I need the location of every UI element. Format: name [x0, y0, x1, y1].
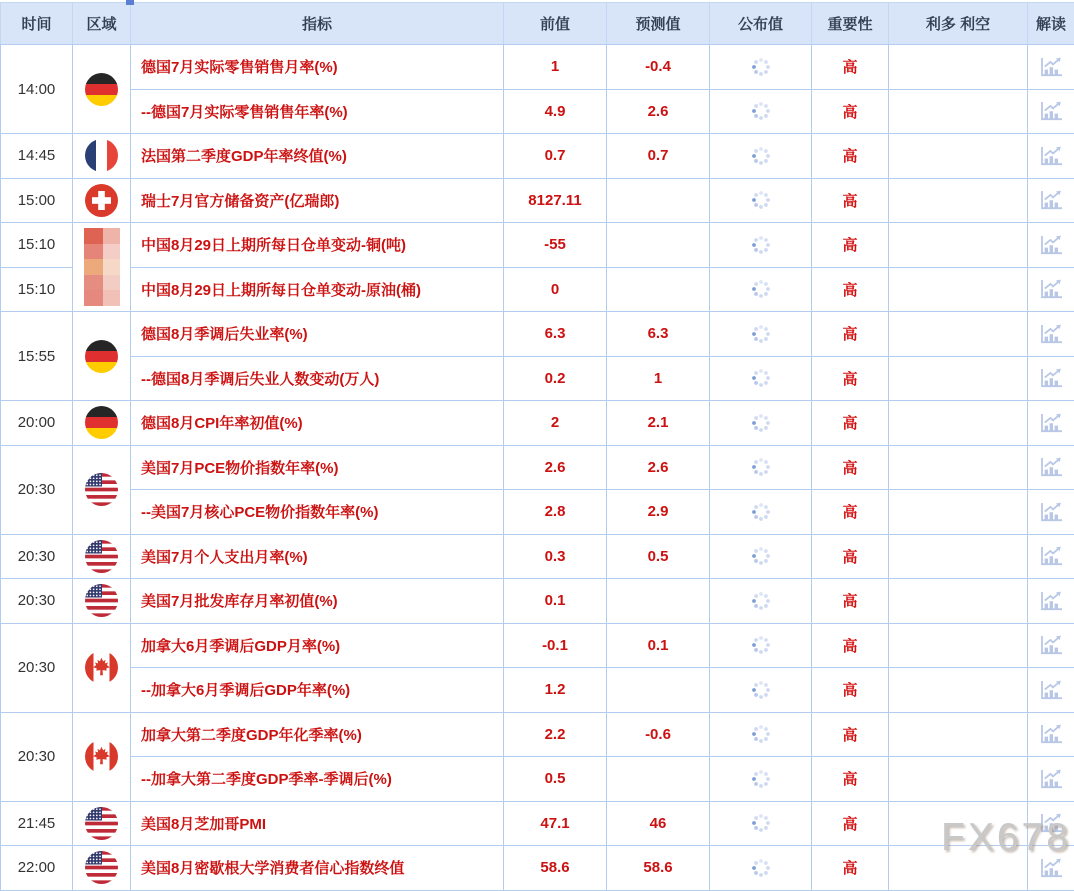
indicator-link[interactable]: 美国7月PCE物价指数年率(%) — [131, 445, 504, 490]
table-row — [1, 623, 1074, 668]
importance-badge: 高 — [812, 401, 889, 446]
region-flag-cell — [73, 223, 131, 312]
ch-flag-icon — [85, 184, 118, 217]
forecast-value: 58.6 — [607, 846, 710, 891]
indicator-link[interactable]: 美国8月密歇根大学消费者信心指数终值 — [131, 846, 504, 891]
indicator-link[interactable]: 美国7月批发库存月率初值(%) — [131, 579, 504, 624]
time-cell: 15:00 — [1, 178, 73, 223]
previous-value: 0.3 — [504, 534, 607, 579]
actual-value-cell — [710, 178, 812, 223]
table-row — [1, 846, 1074, 891]
spinner-icon — [751, 413, 771, 433]
indicator-link[interactable]: --德国8月季调后失业人数变动(万人) — [131, 356, 504, 401]
forecast-value: 46 — [607, 801, 710, 846]
chart-icon — [1038, 500, 1065, 524]
table-row — [1, 223, 1074, 268]
economic-calendar — [0, 2, 1074, 891]
indicator-link[interactable]: 德国8月CPI年率初值(%) — [131, 401, 504, 446]
indicator-link[interactable]: --美国7月核心PCE物价指数年率(%) — [131, 490, 504, 535]
actual-value-cell — [710, 579, 812, 624]
indicator-link[interactable]: 中国8月29日上期所每日仓单变动-原油(桶) — [131, 267, 504, 312]
col-header-importance: 重要性 — [812, 3, 889, 45]
chart-icon — [1038, 188, 1065, 212]
actual-value-cell — [710, 712, 812, 757]
importance-badge: 高 — [812, 356, 889, 401]
interpretation-button[interactable] — [1028, 223, 1074, 268]
previous-value: 1 — [504, 45, 607, 90]
indicator-link[interactable]: --加拿大第二季度GDP季率-季调后(%) — [131, 757, 504, 802]
bias-cell — [889, 134, 1028, 179]
time-cell: 20:30 — [1, 623, 73, 712]
region-flag-cell — [73, 134, 131, 179]
us-flag-icon — [85, 473, 118, 506]
bias-cell — [889, 490, 1028, 535]
previous-value: -55 — [504, 223, 607, 268]
spinner-icon — [751, 457, 771, 477]
indicator-link[interactable]: --德国7月实际零售销售年率(%) — [131, 89, 504, 134]
interpretation-button[interactable] — [1028, 312, 1074, 357]
forecast-value — [607, 178, 710, 223]
chart-icon — [1038, 544, 1065, 568]
region-flag-cell — [73, 579, 131, 624]
chart-icon — [1038, 366, 1065, 390]
bias-cell — [889, 668, 1028, 713]
chart-icon — [1038, 767, 1065, 791]
chart-icon — [1038, 722, 1065, 746]
indicator-link[interactable]: 德国7月实际零售销售月率(%) — [131, 45, 504, 90]
interpretation-button[interactable] — [1028, 623, 1074, 668]
indicator-link[interactable]: 美国7月个人支出月率(%) — [131, 534, 504, 579]
time-cell: 15:10 — [1, 267, 73, 312]
table-row — [1, 89, 1074, 134]
importance-badge: 高 — [812, 45, 889, 90]
time-cell: 15:10 — [1, 223, 73, 268]
chart-icon — [1038, 144, 1065, 168]
previous-value: 0.2 — [504, 356, 607, 401]
bias-cell — [889, 267, 1028, 312]
importance-badge: 高 — [812, 623, 889, 668]
indicator-link[interactable]: 加拿大第二季度GDP年化季率(%) — [131, 712, 504, 757]
region-flag-cell — [73, 312, 131, 401]
chart-icon — [1038, 455, 1065, 479]
actual-value-cell — [710, 445, 812, 490]
importance-badge: 高 — [812, 534, 889, 579]
chart-icon — [1038, 633, 1065, 657]
bias-cell — [889, 401, 1028, 446]
bias-cell — [889, 312, 1028, 357]
previous-value: 2.8 — [504, 490, 607, 535]
time-cell: 21:45 — [1, 801, 73, 846]
ca-flag-icon — [85, 651, 118, 684]
fr-flag-icon — [85, 139, 118, 172]
spinner-icon — [751, 235, 771, 255]
time-cell: 14:00 — [1, 45, 73, 134]
importance-badge: 高 — [812, 89, 889, 134]
table-row — [1, 267, 1074, 312]
actual-value-cell — [710, 801, 812, 846]
spinner-icon — [751, 190, 771, 210]
time-cell: 20:30 — [1, 534, 73, 579]
importance-badge: 高 — [812, 757, 889, 802]
fx678-watermark: FX678 — [941, 816, 1071, 860]
importance-badge: 高 — [812, 134, 889, 179]
previous-value: 2 — [504, 401, 607, 446]
chart-icon — [1038, 411, 1065, 435]
forecast-value: -0.4 — [607, 45, 710, 90]
col-header-actual: 公布值 — [710, 3, 812, 45]
column-divider-artifact — [126, 0, 134, 5]
region-flag-cell — [73, 178, 131, 223]
forecast-value: 6.3 — [607, 312, 710, 357]
col-header-forecast: 预测值 — [607, 3, 710, 45]
time-cell: 20:30 — [1, 712, 73, 801]
previous-value: 8127.11 — [504, 178, 607, 223]
actual-value-cell — [710, 534, 812, 579]
economic-calendar-table — [0, 2, 1074, 891]
importance-badge: 高 — [812, 712, 889, 757]
time-cell: 14:45 — [1, 134, 73, 179]
previous-value: 4.9 — [504, 89, 607, 134]
table-row — [1, 401, 1074, 446]
actual-value-cell — [710, 846, 812, 891]
time-cell: 20:30 — [1, 445, 73, 534]
region-flag-cell — [73, 401, 131, 446]
indicator-link[interactable]: 美国8月芝加哥PMI — [131, 801, 504, 846]
forecast-value: 2.6 — [607, 445, 710, 490]
table-row — [1, 490, 1074, 535]
actual-value-cell — [710, 312, 812, 357]
col-header-region: 区域 — [73, 3, 131, 45]
table-header — [1, 3, 1074, 45]
table-row — [1, 134, 1074, 179]
bias-cell — [889, 757, 1028, 802]
bias-cell — [889, 356, 1028, 401]
ca-flag-icon — [85, 740, 118, 773]
actual-value-cell — [710, 134, 812, 179]
us-flag-icon — [85, 807, 118, 840]
spinner-icon — [751, 635, 771, 655]
forecast-value: 0.5 — [607, 534, 710, 579]
interpretation-button[interactable] — [1028, 89, 1074, 134]
bias-cell — [889, 445, 1028, 490]
spinner-icon — [751, 546, 771, 566]
table-row — [1, 801, 1074, 846]
spinner-icon — [751, 101, 771, 121]
actual-value-cell — [710, 401, 812, 446]
chart-icon — [1038, 589, 1065, 613]
forecast-value — [607, 579, 710, 624]
bias-cell — [889, 223, 1028, 268]
forecast-value: 0.7 — [607, 134, 710, 179]
col-header-time: 时间 — [1, 3, 73, 45]
table-row — [1, 534, 1074, 579]
previous-value: -0.1 — [504, 623, 607, 668]
table-row — [1, 445, 1074, 490]
spinner-icon — [751, 724, 771, 744]
previous-value: 0.1 — [504, 579, 607, 624]
region-flag-cell — [73, 801, 131, 846]
interpretation-button[interactable] — [1028, 757, 1074, 802]
chart-icon — [1038, 322, 1065, 346]
importance-badge: 高 — [812, 668, 889, 713]
previous-value: 0.5 — [504, 757, 607, 802]
previous-value: 1.2 — [504, 668, 607, 713]
spinner-icon — [751, 57, 771, 77]
interpretation-button[interactable] — [1028, 45, 1074, 90]
region-flag-cell — [73, 445, 131, 534]
table-row — [1, 45, 1074, 90]
time-cell: 20:30 — [1, 579, 73, 624]
table-row — [1, 312, 1074, 357]
de-flag-icon — [85, 340, 118, 373]
actual-value-cell — [710, 89, 812, 134]
indicator-link[interactable]: 瑞士7月官方储备资产(亿瑞郎) — [131, 178, 504, 223]
region-flag-cell — [73, 45, 131, 134]
importance-badge: 高 — [812, 267, 889, 312]
col-header-indicator: 指标 — [131, 3, 504, 45]
actual-value-cell — [710, 623, 812, 668]
indicator-link[interactable]: 法国第二季度GDP年率终值(%) — [131, 134, 504, 179]
forecast-value: -0.6 — [607, 712, 710, 757]
col-header-interpretation: 解读 — [1028, 3, 1074, 45]
previous-value: 47.1 — [504, 801, 607, 846]
region-flag-cell — [73, 846, 131, 891]
previous-value: 58.6 — [504, 846, 607, 891]
time-cell: 20:00 — [1, 401, 73, 446]
importance-badge: 高 — [812, 579, 889, 624]
actual-value-cell — [710, 668, 812, 713]
interpretation-button[interactable] — [1028, 668, 1074, 713]
actual-value-cell — [710, 223, 812, 268]
spinner-icon — [751, 769, 771, 789]
interpretation-button[interactable] — [1028, 579, 1074, 624]
indicator-link[interactable]: 加拿大6月季调后GDP月率(%) — [131, 623, 504, 668]
bias-cell — [889, 534, 1028, 579]
de-flag-icon — [85, 406, 118, 439]
forecast-value: 1 — [607, 356, 710, 401]
indicator-link[interactable]: 德国8月季调后失业率(%) — [131, 312, 504, 357]
importance-badge: 高 — [812, 445, 889, 490]
chart-icon — [1038, 678, 1065, 702]
forecast-value: 0.1 — [607, 623, 710, 668]
de-flag-icon — [85, 73, 118, 106]
spinner-icon — [751, 368, 771, 388]
previous-value: 2.6 — [504, 445, 607, 490]
region-flag-cell — [73, 712, 131, 801]
table-row — [1, 178, 1074, 223]
chart-icon — [1038, 99, 1065, 123]
us-flag-icon — [85, 584, 118, 617]
bias-cell — [889, 89, 1028, 134]
actual-value-cell — [710, 757, 812, 802]
importance-badge: 高 — [812, 223, 889, 268]
interpretation-button[interactable] — [1028, 490, 1074, 535]
interpretation-button[interactable] — [1028, 445, 1074, 490]
us-flag-icon — [85, 851, 118, 884]
spinner-icon — [751, 680, 771, 700]
spinner-icon — [751, 858, 771, 878]
chart-icon — [1038, 277, 1065, 301]
forecast-value — [607, 267, 710, 312]
actual-value-cell — [710, 356, 812, 401]
spinner-icon — [751, 813, 771, 833]
table-row — [1, 668, 1074, 713]
region-flag-cell — [73, 534, 131, 579]
table-row — [1, 757, 1074, 802]
previous-value: 0.7 — [504, 134, 607, 179]
forecast-value: 2.6 — [607, 89, 710, 134]
time-cell: 22:00 — [1, 846, 73, 891]
actual-value-cell — [710, 267, 812, 312]
actual-value-cell — [710, 45, 812, 90]
chart-icon — [1038, 55, 1065, 79]
chart-icon — [1038, 233, 1065, 257]
importance-badge: 高 — [812, 178, 889, 223]
interpretation-button[interactable] — [1028, 534, 1074, 579]
time-cell: 15:55 — [1, 312, 73, 401]
forecast-value — [607, 223, 710, 268]
bias-cell — [889, 579, 1028, 624]
interpretation-button[interactable] — [1028, 401, 1074, 446]
bias-cell — [889, 712, 1028, 757]
spinner-icon — [751, 324, 771, 344]
col-header-bias: 利多 利空 — [889, 3, 1028, 45]
interpretation-button[interactable] — [1028, 356, 1074, 401]
table-row — [1, 712, 1074, 757]
interpretation-button[interactable] — [1028, 134, 1074, 179]
previous-value: 2.2 — [504, 712, 607, 757]
table-row — [1, 356, 1074, 401]
spinner-icon — [751, 279, 771, 299]
spinner-icon — [751, 591, 771, 611]
bias-cell — [889, 45, 1028, 90]
col-header-previous: 前值 — [504, 3, 607, 45]
importance-badge: 高 — [812, 846, 889, 891]
forecast-value — [607, 668, 710, 713]
calendar-body — [1, 45, 1074, 891]
importance-badge: 高 — [812, 312, 889, 357]
spinner-icon — [751, 502, 771, 522]
region-flag-cell — [73, 623, 131, 712]
forecast-value — [607, 757, 710, 802]
importance-badge: 高 — [812, 490, 889, 535]
indicator-link[interactable]: --加拿大6月季调后GDP年率(%) — [131, 668, 504, 713]
forecast-value: 2.9 — [607, 490, 710, 535]
table-row — [1, 579, 1074, 624]
bias-cell — [889, 178, 1028, 223]
forecast-value: 2.1 — [607, 401, 710, 446]
actual-value-cell — [710, 490, 812, 535]
indicator-link[interactable]: 中国8月29日上期所每日仓单变动-铜(吨) — [131, 223, 504, 268]
importance-badge: 高 — [812, 801, 889, 846]
bias-cell — [889, 623, 1028, 668]
interpretation-button[interactable] — [1028, 267, 1074, 312]
pixelated-china-flag — [84, 228, 120, 306]
interpretation-button[interactable] — [1028, 712, 1074, 757]
us-flag-icon — [85, 540, 118, 573]
interpretation-button[interactable] — [1028, 178, 1074, 223]
previous-value: 6.3 — [504, 312, 607, 357]
previous-value: 0 — [504, 267, 607, 312]
spinner-icon — [751, 146, 771, 166]
